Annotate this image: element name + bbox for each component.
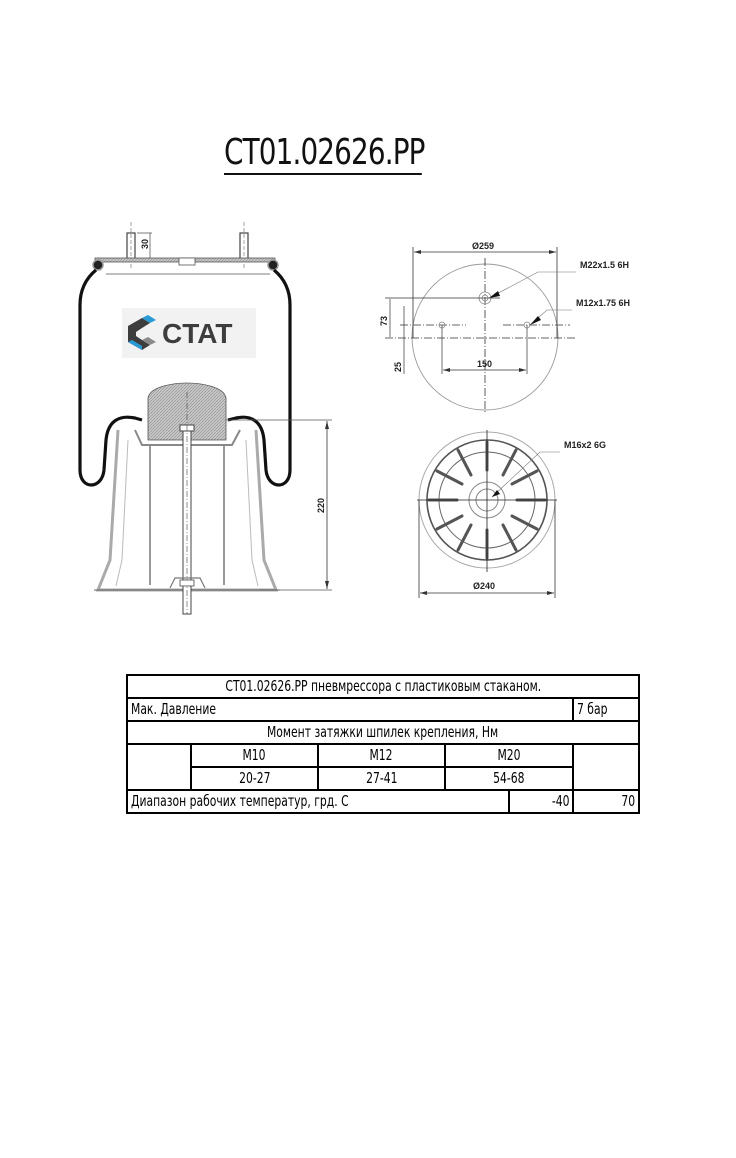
bottom-thread-label: M16x2 6G <box>564 440 607 450</box>
torque-val-m12: 27-41 <box>365 769 398 787</box>
logo-text: CTAT <box>162 318 233 349</box>
table-header: CT01.02626.PP пневмрессора с пластиковым стаканом. <box>225 677 541 695</box>
center-thread-label: M22x1.5 6H <box>580 260 630 270</box>
side-view <box>80 222 332 614</box>
document-title: CT01.02626.PP <box>224 132 425 173</box>
temp-min: -40 <box>551 792 569 810</box>
torque-col-m10: M10 <box>242 746 267 764</box>
torque-values-row <box>127 767 639 790</box>
torque-title: Момент затяжки шпилек крепления, Нм <box>267 723 499 741</box>
bottom-view <box>417 430 606 598</box>
temp-label: Диапазон рабочих температур, грд. С <box>131 792 349 810</box>
temp-max: 70 <box>621 792 636 810</box>
offset-2-dim: 25 <box>393 361 403 372</box>
torque-val-m20: 54-68 <box>493 769 525 787</box>
table-header-row <box>127 675 639 698</box>
offset-1-dim: 73 <box>379 315 389 326</box>
torque-val-m10: 20-27 <box>238 769 271 787</box>
spec-table <box>126 674 640 814</box>
top-view <box>379 241 630 414</box>
stud-height-dim: 30 <box>140 238 150 249</box>
pressure-label: Мак. Давление <box>131 700 217 718</box>
height-dim: 220 <box>316 497 326 513</box>
torque-columns-row <box>127 744 639 767</box>
stud-spacing-dim: 150 <box>477 359 493 369</box>
bottom-diameter-dim: Ø240 <box>473 581 496 591</box>
pressure-value: 7 бар <box>577 700 608 718</box>
torque-col-m12: M12 <box>369 746 394 764</box>
top-diameter-dim: Ø259 <box>472 241 495 251</box>
pressure-row <box>127 698 639 721</box>
temperature-row <box>127 790 639 813</box>
torque-title-row <box>127 721 639 744</box>
stud-thread-label: M12x1.75 6H <box>576 298 631 308</box>
torque-col-m20: M20 <box>497 746 521 764</box>
